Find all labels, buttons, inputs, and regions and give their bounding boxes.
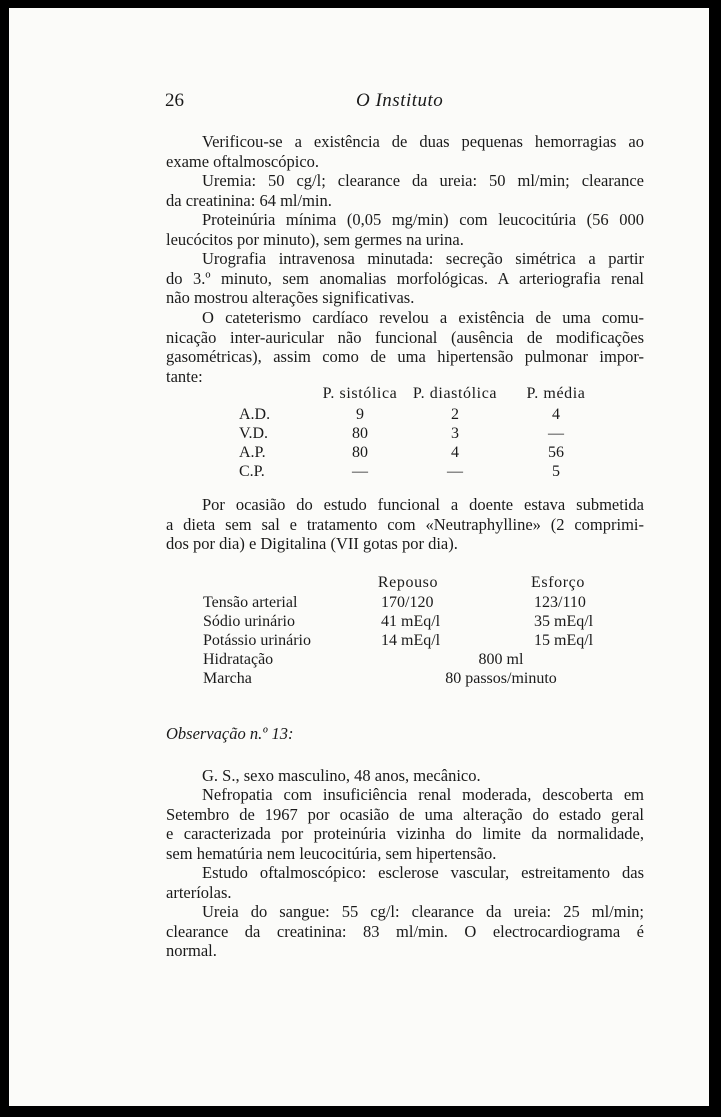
value-merged: 80 passos/minuto bbox=[445, 670, 557, 687]
value-merged: 800 ml bbox=[478, 651, 524, 668]
row-label: Potássio urinário bbox=[203, 632, 311, 649]
row-label: Marcha bbox=[203, 670, 252, 687]
value-esforco: 15 mEq/l bbox=[534, 632, 594, 649]
value-diastolica: 4 bbox=[451, 444, 459, 461]
page-number: 26 bbox=[165, 90, 184, 111]
value-esforco: 35 mEq/l bbox=[534, 613, 594, 630]
value-media: 5 bbox=[552, 463, 560, 480]
value-diastolica: 2 bbox=[451, 406, 459, 423]
header-repouso: Repouso bbox=[377, 574, 439, 591]
row-label: C.P. bbox=[239, 463, 265, 480]
value-diastolica: 3 bbox=[451, 425, 459, 442]
value-repouso: 14 mEq/l bbox=[381, 632, 441, 649]
observation-paragraph-3: Estudo oftalmoscópico: esclerose vascular, estreitamento das arteríolas. bbox=[166, 863, 644, 902]
value-sistolica: 80 bbox=[352, 444, 368, 461]
intro-paragraph-1: Verificou-se a existência de duas pequenas hemorragias ao exame oftalmoscópico. bbox=[166, 132, 644, 171]
intro-paragraph-3: Proteinúria mínima (0,05 mg/min) com leucocitúria (56 000 leucócitos por minuto), sem germes na urina. bbox=[166, 210, 644, 249]
row-label: A.P. bbox=[239, 444, 266, 461]
row-label: Hidratação bbox=[203, 651, 274, 668]
intro-paragraph-4: Urografia intravenosa minutada: secreção simétrica a partir do 3.º minuto, sem anomalias morfológicas. A arteriografia renal não mostrou alterações significativas. bbox=[166, 249, 644, 307]
observation-heading: Observação n.º 13: bbox=[166, 724, 294, 743]
functional-study-paragraph: Por ocasião do estudo funcional a doente estava submetida a dieta sem sal e tratamento com «Neutraphylline» (2 comprimi- dos por dia) e Digitalina (VII gotas por dia). bbox=[166, 495, 644, 553]
row-label: A.D. bbox=[239, 406, 271, 423]
value-media: 4 bbox=[552, 406, 560, 423]
value-media: 56 bbox=[548, 444, 564, 461]
value-diastolica: — bbox=[447, 463, 463, 480]
intro-paragraph-2: Uremia: 50 cg/l; clearance da ureia: 50 ml/min; clearance da creatinina: 64 ml/min. bbox=[166, 171, 644, 210]
document-page bbox=[9, 8, 709, 1106]
header-p-sistolica: P. sistólica bbox=[322, 385, 398, 402]
header-p-media: P. média bbox=[526, 385, 586, 402]
header-p-diastolica: P. diastólica bbox=[412, 385, 498, 402]
row-label: V.D. bbox=[239, 425, 269, 442]
observation-paragraph-4: Ureia do sangue: 55 cg/l: clearance da ureia: 25 ml/min; clearance da creatinina: 83 ml/min. O electrocardiograma é normal. bbox=[166, 902, 644, 960]
value-media: — bbox=[548, 425, 564, 442]
value-repouso: 41 mEq/l bbox=[381, 613, 441, 630]
running-header-title: O Instituto bbox=[356, 90, 444, 111]
observation-paragraph-1: G. S., sexo masculino, 48 anos, mecânico. bbox=[202, 766, 481, 785]
value-esforco: 123/110 bbox=[534, 594, 586, 611]
row-label: Tensão arterial bbox=[203, 594, 298, 611]
observation-paragraph-2: Nefropatia com insuficiência renal moderada, descoberta em Setembro de 1967 por ocasião de uma alteração do estado geral e caracterizada por proteinúria vizinha do limite da normalidade, sem hematúria nem leucocitúria, sem hipertensão. bbox=[166, 785, 644, 863]
value-sistolica: 9 bbox=[356, 406, 364, 423]
value-sistolica: 80 bbox=[352, 425, 368, 442]
header-esforco: Esforço bbox=[531, 574, 585, 591]
intro-paragraph-5: O cateterismo cardíaco revelou a existência de uma comu- nicação inter-auricular não funcional (ausência de modificações gasométricas), assim como de uma hipertensão pulmonar impor- tante: bbox=[166, 308, 644, 386]
row-label: Sódio urinário bbox=[203, 613, 295, 630]
value-sistolica: — bbox=[352, 463, 368, 480]
value-repouso: 170/120 bbox=[381, 594, 434, 611]
